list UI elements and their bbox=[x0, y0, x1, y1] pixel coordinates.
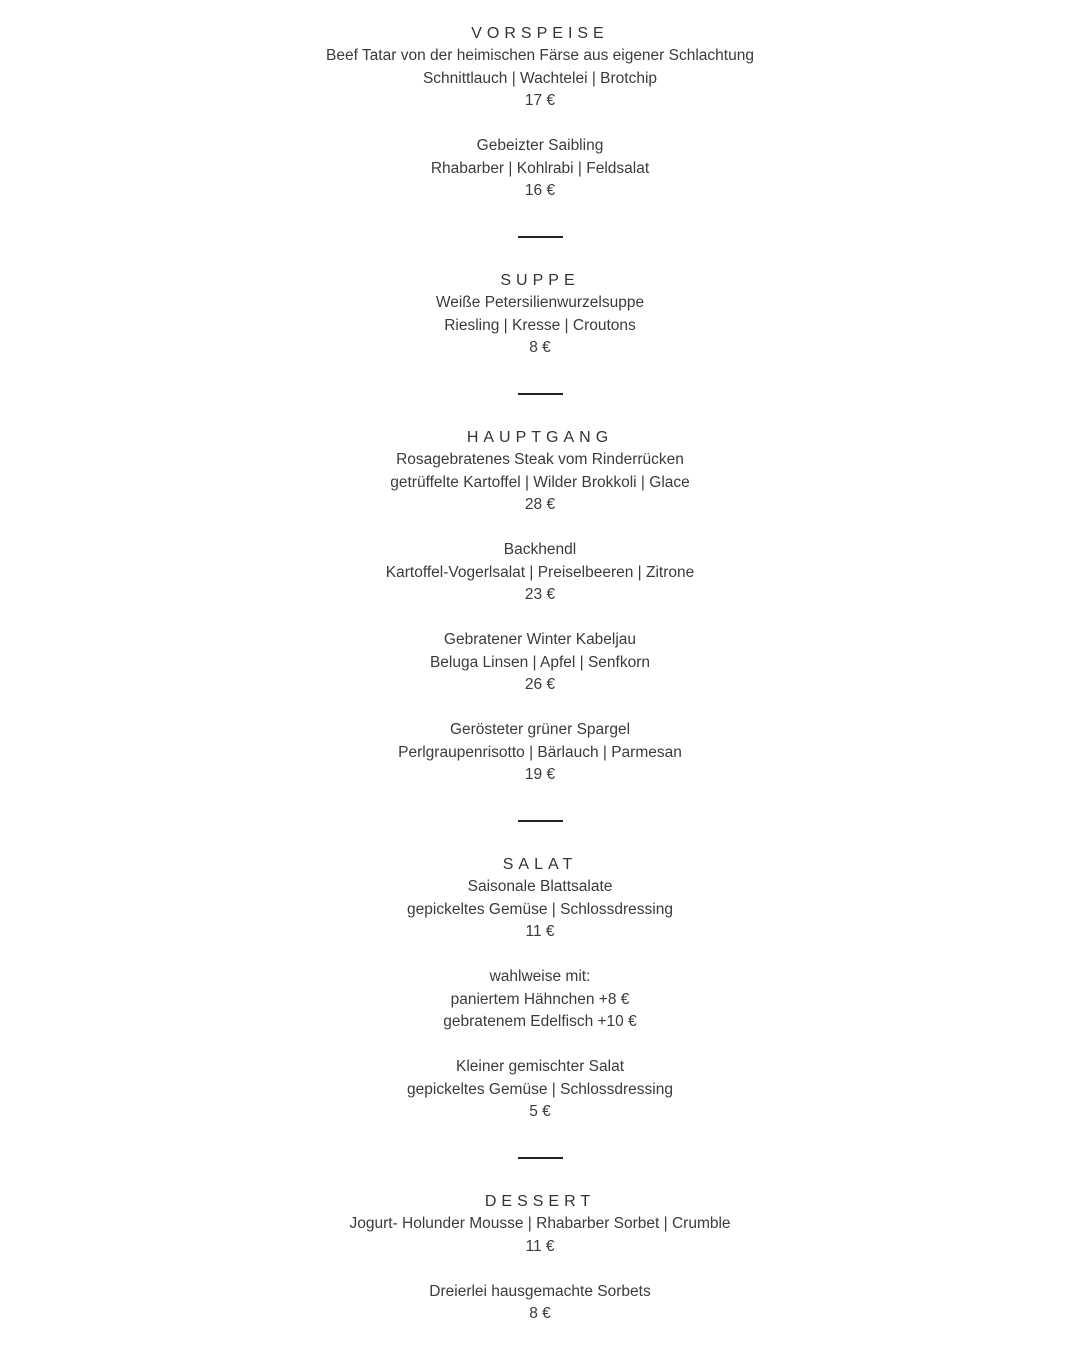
menu-item bbox=[0, 135, 1080, 203]
options-label: wahlweise mit: bbox=[489, 968, 591, 985]
dish-name: Rosagebratenes Steak vom Rinderrücken bbox=[396, 451, 684, 468]
dish-price: 8 € bbox=[529, 1305, 551, 1322]
dish-description: Perlgraupenrisotto | Bärlauch | Parmesan bbox=[398, 743, 682, 761]
menu-item-options bbox=[0, 966, 1080, 1034]
dish-description: Riesling | Kresse | Croutons bbox=[444, 316, 636, 334]
section-divider bbox=[518, 236, 563, 238]
section-hauptgang bbox=[0, 427, 1080, 787]
dish-price: 23 € bbox=[524, 586, 556, 603]
menu-item bbox=[0, 45, 1080, 113]
section-vorspeise bbox=[0, 23, 1080, 203]
section-title: SALAT bbox=[502, 856, 578, 873]
dish-price: 16 € bbox=[524, 182, 556, 199]
dish-name: Gebratener Winter Kabeljau bbox=[443, 631, 637, 648]
dish-description: Kartoffel-Vogerlsalat | Preiselbeeren | Zitrone bbox=[385, 563, 695, 581]
dish-name: Dreierlei hausgemachte Sorbets bbox=[429, 1282, 651, 1300]
dish-name: Gebeizter Saibling bbox=[476, 137, 604, 154]
menu-item bbox=[0, 1213, 1080, 1258]
dish-name: Backhendl bbox=[503, 541, 577, 558]
menu-item bbox=[0, 629, 1080, 697]
dish-name: Weiße Petersilienwurzelsuppe bbox=[435, 294, 645, 311]
menu-item bbox=[0, 1281, 1080, 1326]
menu-item bbox=[0, 292, 1080, 360]
dish-description: Schnittlauch | Wachtelei | Brotchip bbox=[422, 69, 658, 87]
dish-description: Beluga Linsen | Apfel | Senfkorn bbox=[429, 653, 651, 671]
menu-item bbox=[0, 1056, 1080, 1124]
dish-description: getrüffelte Kartoffel | Wilder Brokkoli | Glace bbox=[390, 473, 690, 491]
dish-price: 8 € bbox=[529, 339, 551, 356]
dish-name: Kleiner gemischter Salat bbox=[456, 1058, 624, 1075]
dish-price: 26 € bbox=[524, 676, 556, 693]
section-title: VORSPEISE bbox=[471, 25, 609, 42]
dish-price: 28 € bbox=[524, 496, 556, 513]
dish-name: Gerösteter grüner Spargel bbox=[449, 721, 631, 738]
dish-price: 5 € bbox=[529, 1103, 551, 1120]
dish-price: 17 € bbox=[524, 92, 556, 109]
dish-name: Jogurt- Holunder Mousse | Rhabarber Sorbet | Crumble bbox=[349, 1215, 731, 1232]
dish-name: Saisonale Blattsalate bbox=[467, 878, 613, 895]
menu-item bbox=[0, 876, 1080, 944]
dish-name: Beef Tatar von der heimischen Färse aus eigener Schlachtung bbox=[326, 47, 754, 64]
menu-item bbox=[0, 719, 1080, 787]
section-title: DESSERT bbox=[484, 1193, 596, 1210]
section-divider bbox=[518, 1157, 563, 1159]
option-chicken: paniertem Hähnchen +8 € bbox=[450, 990, 630, 1008]
dish-price: 11 € bbox=[525, 923, 555, 940]
dish-price: 19 € bbox=[524, 766, 556, 783]
section-title: HAUPTGANG bbox=[466, 429, 614, 446]
option-fish: gebratenem Edelfisch +10 € bbox=[443, 1013, 637, 1030]
dish-price: 11 € bbox=[525, 1237, 555, 1255]
section-divider bbox=[518, 393, 563, 395]
menu-item bbox=[0, 539, 1080, 607]
dish-description: gepickeltes Gemüse | Schlossdressing bbox=[407, 900, 673, 918]
dish-description: Rhabarber | Kohlrabi | Feldsalat bbox=[430, 159, 650, 177]
section-dessert bbox=[0, 1191, 1080, 1326]
section-title: SUPPE bbox=[500, 272, 580, 289]
section-divider bbox=[518, 820, 563, 822]
menu-item bbox=[0, 449, 1080, 517]
section-salat bbox=[0, 854, 1080, 1124]
dish-description: gepickeltes Gemüse | Schlossdressing bbox=[407, 1080, 673, 1098]
menu bbox=[0, 23, 1080, 1326]
section-suppe bbox=[0, 270, 1080, 360]
